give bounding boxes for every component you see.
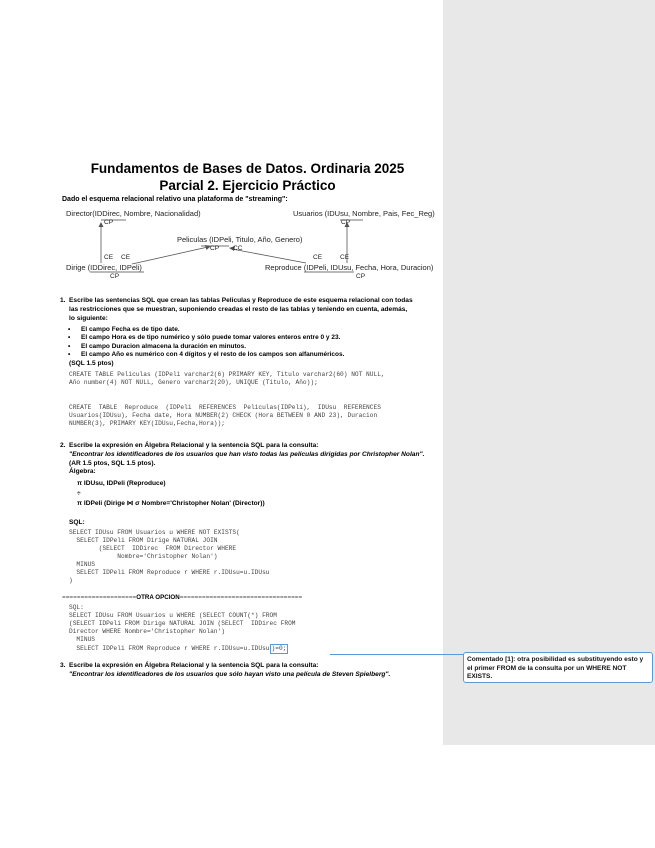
schema-diagram (60, 203, 445, 285)
comment-margin-panel (443, 0, 655, 745)
reproduce-relation: Reproduce (IDPeli, IDUsu, Fecha, Hora, Duracion) (265, 263, 434, 272)
question-1-points: (SQL 1.5 ptos) (69, 360, 114, 367)
director-relation: Director(IDDirec, Nombre, Nacionalidad) (66, 209, 201, 218)
other-option-separator (62, 594, 302, 602)
reproduce-ce1-label: CE (313, 254, 323, 261)
dirige-relation: Dirige (IDDirec, IDPeli) (66, 263, 142, 272)
sql-line: Nombre='Christopher Nolan') (69, 553, 218, 560)
question-1 (60, 297, 413, 323)
question-2-number: 2. (60, 442, 66, 449)
sql-line: SELECT IDPeli FROM Reproduce r WHERE r.IDUsu=u.IDUsu (69, 569, 270, 576)
sql-line: MINUS (69, 561, 95, 568)
reproduce-ce2-label: CE (340, 254, 350, 261)
question-2-query: "Encontrar los identificadores de los usuarios que han visto todas las películas dirigidas por Christopher Nolan". (69, 450, 425, 458)
document-title: Fundamentos de Bases de Datos. Ordinaria 2025 (90, 161, 405, 176)
algebra-line-1: π IDUsu, IDPeli (Reproduce) (77, 480, 166, 487)
dirige-cp-label: CP (110, 273, 120, 280)
question-1-bullets (68, 326, 344, 359)
intro-text: Dado el esquema relacional relativo una plataforma de "streaming": (62, 196, 288, 203)
bullet-item: • El campo Fecha es de tipo date. (68, 326, 344, 334)
sql-line: (SELECT IDPeli FROM Dirige NATURAL JOIN (SELECT IDDirec FROM (69, 620, 296, 627)
sql-line: SQL: (69, 604, 84, 611)
algebra-division: ÷ (77, 490, 81, 497)
comment-connector-line (330, 654, 465, 655)
reproduce-cp-label: CP (356, 273, 366, 280)
sql-line: (SELECT IDDirec FROM Director WHERE (69, 545, 237, 552)
bullet-item: • El campo Año es numérico con 4 dígitos y el resto de los campos son alfanuméricos. (68, 351, 344, 359)
sql-create-reproduce (69, 404, 381, 428)
question-1-text-a: Escribe las sentencias SQL que crean las tablas Peliculas y Reproduce de este esquema relacional con todas (69, 297, 413, 304)
sql-line: SELECT IDUsu FROM Usuarios u WHERE (SELECT COUNT(*) FROM (69, 612, 277, 619)
peliculas-relation: Peliculas (IDPeli, Titulo, Año, Genero) (177, 235, 303, 244)
question-3-number: 3. (60, 662, 66, 669)
sql-line: MINUS (69, 636, 95, 643)
usuarios-relation: Usuarios (IDUsu, Nombre, Pais, Fec_Reg) (293, 209, 435, 218)
sql-line: NUMBER(3), PRIMARY KEY(IDUsu,Fecha,Hora)); (69, 420, 225, 427)
question-2-points: (AR 1.5 ptos, SQL 1.5 ptos). (69, 459, 156, 467)
question-3 (60, 662, 391, 680)
document-subtitle: Parcial 2. Ejercicio Práctico (159, 178, 336, 193)
sql-line: SELECT IDPeli FROM Dirige NATURAL JOIN (69, 537, 218, 544)
sql-query-not-exists (69, 529, 270, 585)
commented-text: )=0; (271, 645, 287, 652)
bullet-item: • El campo Duracion almacena la duración en minutos. (68, 343, 344, 351)
peliculas-cc-label: CC (233, 245, 243, 252)
page-background (443, 745, 655, 848)
bullet-item: • El campo Hora es de tipo numérico y sólo puede tomar valores enteros entre 0 y 23. (68, 334, 344, 342)
question-1-text-c: lo siguiente: (69, 314, 108, 322)
sql-line: Director WHERE Nombre='Christopher Nolan') (69, 628, 225, 635)
sql-line: Usuarios(IDUsu), Fecha date, Hora NUMBER(2) CHECK (Hora BETWEEN 0 AND 23), Duracion (69, 412, 378, 419)
sql-create-peliculas (69, 371, 385, 387)
director-cp-label: CP (104, 219, 114, 226)
algebra-line-3: π IDPeli (Dirige ⋈ σ Nombre='Christopher Nolan' (Director)) (77, 500, 265, 507)
sql-query-count (69, 604, 296, 654)
separator-left: ==================== (62, 594, 137, 601)
question-1-text-b: las restricciones que se muestran, suponiendo creadas el resto de las tablas y teniendo en cuenta, además, (69, 305, 408, 313)
dirige-ce1-label: CE (104, 254, 114, 261)
usuarios-cp-label: CP (341, 219, 351, 226)
question-2 (60, 442, 425, 477)
peliculas-cp-label: CP (210, 245, 220, 252)
other-option-label: OTRA OPCION (136, 594, 180, 601)
comment-text: Comentado [1]: otra posibilidad es substituyendo esto y el primer FROM de la consulta por un WHERE NOT EXISTS. (467, 656, 644, 680)
question-2-text: Escribe la expresión en Álgebra Relacional y la sentencia SQL para la consulta: (69, 442, 319, 449)
question-3-query: "Encontrar los identificadores de los usuarios que sólo hayan visto una película de Steven Spielberg". (69, 670, 391, 678)
sql-line: CREATE TABLE Reproduce (IDPeli REFERENCES Peliculas(IDPeli), IDUsu REFERENCES (69, 404, 381, 411)
sql-line: SELECT IDUsu FROM Usuarios u WHERE NOT EXISTS( (69, 529, 240, 536)
comment-balloon[interactable] (463, 652, 653, 683)
algebra-label: Álgebra: (69, 468, 96, 476)
sql-line: Año number(4) NOT NULL, Genero varchar2(20), UNIQUE (Titulo, Año)); (69, 379, 318, 386)
sql-label: SQL: (69, 519, 85, 526)
sql-line: CREATE TABLE Peliculas (IDPeli varchar2(6) PRIMARY KEY, Titulo varchar2(60) NOT NULL, (69, 371, 385, 378)
commented-text-highlight[interactable] (270, 644, 289, 654)
question-3-text: Escribe la expresión en Álgebra Relacional y la sentencia SQL para la consulta: (69, 662, 319, 669)
sql-line: SELECT IDPeli FROM Reproduce r WHERE r.IDUsu=u.IDUsu (69, 645, 270, 652)
question-1-number: 1. (60, 297, 66, 304)
sql-line: ) (69, 577, 73, 584)
separator-right: ================================= (179, 594, 303, 601)
dirige-ce2-label: CE (121, 254, 131, 261)
